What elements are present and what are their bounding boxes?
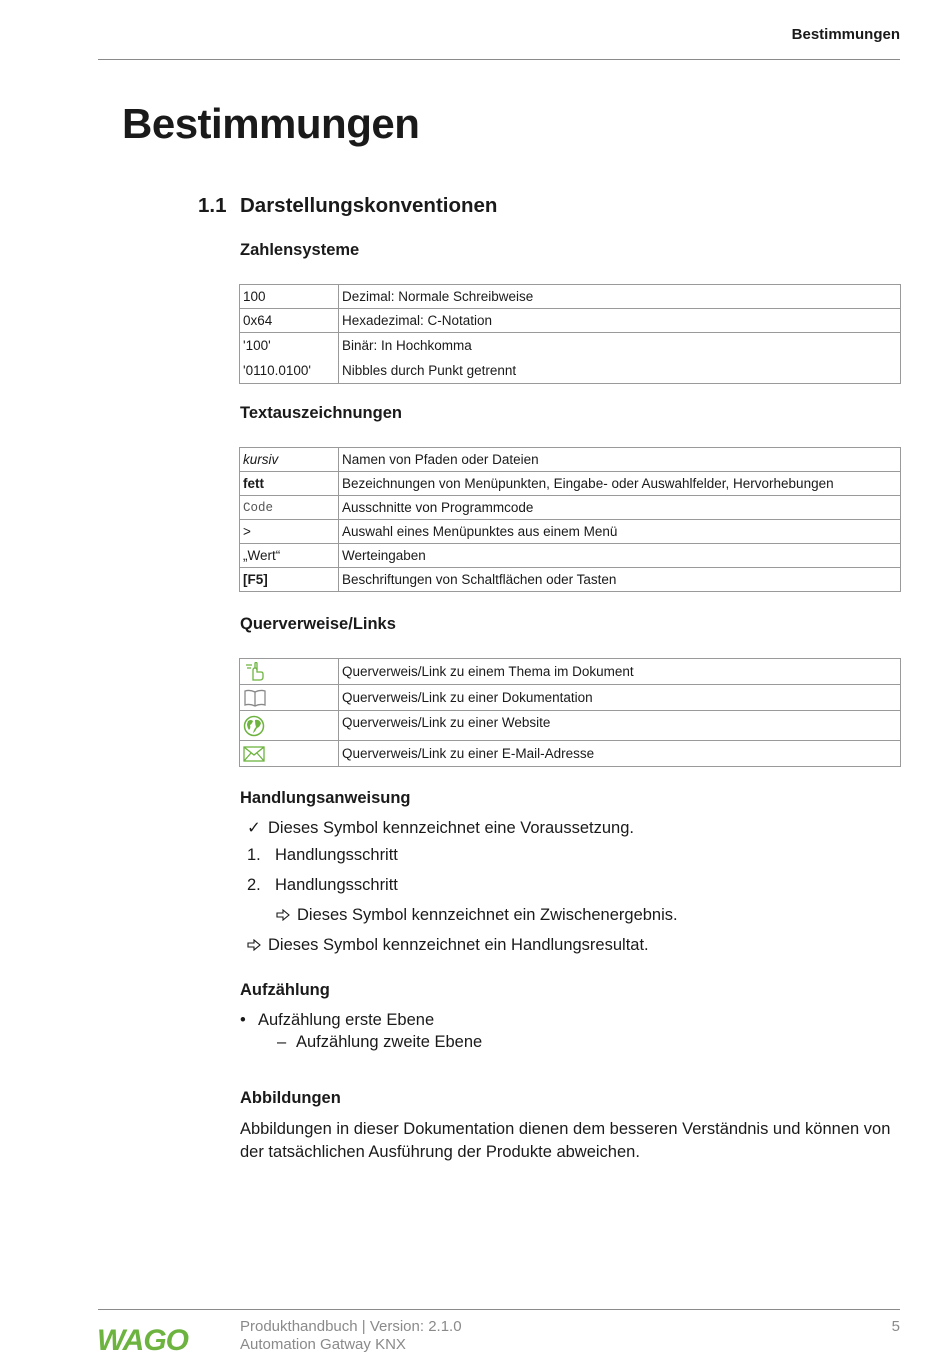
- running-header: Bestimmungen: [791, 26, 900, 43]
- table-cell-icon: [240, 711, 339, 741]
- heading-zahlensysteme: Zahlensysteme: [240, 241, 360, 259]
- checkmark-icon: ✓: [247, 819, 261, 837]
- header-divider: [98, 59, 900, 60]
- step-text: Handlungsschritt: [275, 876, 398, 894]
- table-cell-desc: Dezimal: Normale Schreibweise: [339, 285, 901, 309]
- text-markup-table: [239, 447, 901, 592]
- intermediate-result-text: Dieses Symbol kennzeichnet ein Zwischenergebnis.: [297, 906, 678, 924]
- table-cell-code: fett: [240, 472, 339, 496]
- table-row: [240, 711, 901, 741]
- table-cell-desc: Ausschnitte von Programmcode: [339, 496, 901, 520]
- hand-pointer-icon: [243, 662, 335, 682]
- step-line: [247, 846, 398, 865]
- table-row: [240, 472, 901, 496]
- precondition-line: [247, 818, 634, 838]
- result-arrow-icon: [276, 906, 297, 925]
- list-item-text: Aufzählung zweite Ebene: [296, 1033, 483, 1051]
- precondition-text: Dieses Symbol kennzeichnet eine Voraussetzung.: [268, 819, 634, 837]
- table-cell-code: 100: [240, 285, 339, 309]
- table-cell-code-line: '0110.0100': [243, 363, 311, 378]
- envelope-icon: [243, 746, 335, 762]
- bullet-icon: •: [240, 1011, 246, 1029]
- heading-handlungsanweisung: Handlungsanweisung: [240, 789, 411, 807]
- table-row: [240, 685, 901, 711]
- result-arrow-icon: [247, 936, 268, 955]
- list-item: [277, 1033, 482, 1052]
- cross-reference-table: [239, 658, 901, 767]
- table-row: [240, 285, 901, 309]
- number-systems-table: [239, 284, 901, 384]
- footer-line-2: Automation Gatway KNX: [240, 1336, 406, 1353]
- section-title: Darstellungskonventionen: [240, 194, 498, 217]
- action-result-text: Dieses Symbol kennzeichnet ein Handlungsresultat.: [268, 936, 649, 954]
- section-number: 1.1: [198, 194, 227, 217]
- wago-logo: [97, 1322, 195, 1360]
- table-cell-desc: Querverweis/Link zu einer E-Mail-Adresse: [339, 741, 901, 767]
- action-result-line: [247, 936, 649, 955]
- abbildungen-paragraph: Abbildungen in dieser Dokumentation dienen dem besseren Verständnis und können von der tatsächlichen Ausführung der Produkte abweichen.: [240, 1120, 891, 1161]
- heading-aufzaehlung: Aufzählung: [240, 981, 330, 999]
- globe-icon: [243, 715, 335, 737]
- dash-icon: –: [277, 1033, 287, 1051]
- table-row: [240, 544, 901, 568]
- table-cell-desc: [339, 333, 901, 384]
- page-title: Bestimmungen: [122, 100, 420, 147]
- table-cell-desc-line: Binär: In Hochkomma: [342, 338, 472, 353]
- table-cell-desc: Hexadezimal: C-Notation: [339, 309, 901, 333]
- table-cell-code: [240, 333, 339, 384]
- table-row: [240, 333, 901, 384]
- table-cell-desc: Auswahl eines Menüpunktes aus einem Menü: [339, 520, 901, 544]
- table-cell-desc: Querverweis/Link zu einem Thema im Dokument: [339, 659, 901, 685]
- table-cell-code: „Wert“: [240, 544, 339, 568]
- table-cell-desc: Querverweis/Link zu einer Dokumentation: [339, 685, 901, 711]
- book-icon: [243, 689, 335, 707]
- step-number: 1.: [247, 846, 261, 864]
- step-line: [247, 876, 398, 895]
- table-cell-code: Code: [240, 496, 339, 520]
- footer-text: [240, 1318, 462, 1354]
- table-cell-desc: Namen von Pfaden oder Dateien: [339, 448, 901, 472]
- table-row: [240, 520, 901, 544]
- heading-textauszeichnungen: Textauszeichnungen: [240, 404, 402, 422]
- heading-abbildungen: Abbildungen: [240, 1089, 341, 1107]
- table-cell-icon: [240, 659, 339, 685]
- footer-divider: [98, 1309, 900, 1310]
- step-number: 2.: [247, 876, 261, 894]
- table-row: [240, 309, 901, 333]
- table-cell-icon: [240, 685, 339, 711]
- step-text: Handlungsschritt: [275, 846, 398, 864]
- table-cell-desc-line: Nibbles durch Punkt getrennt: [342, 363, 517, 378]
- table-cell-desc: Querverweis/Link zu einer Website: [339, 711, 901, 741]
- table-cell-desc: Werteingaben: [339, 544, 901, 568]
- section-heading: [198, 194, 497, 218]
- list-item-text: Aufzählung erste Ebene: [258, 1011, 435, 1029]
- table-row: [240, 448, 901, 472]
- logo-text: WAGO: [97, 1324, 188, 1356]
- table-row: [240, 741, 901, 767]
- list-item: [240, 1011, 434, 1030]
- page-number: 5: [891, 1318, 900, 1335]
- table-cell-desc: Bezeichnungen von Menüpunkten, Eingabe- oder Auswahlfelder, Hervorhebungen: [339, 472, 901, 496]
- table-cell-desc: Beschriftungen von Schaltflächen oder Tasten: [339, 568, 901, 592]
- heading-querverweise: Querverweise/Links: [240, 615, 396, 633]
- table-cell-icon: [240, 741, 339, 767]
- table-row: [240, 659, 901, 685]
- intermediate-result-line: [276, 906, 678, 925]
- table-cell-code: [F5]: [240, 568, 339, 592]
- table-row: [240, 568, 901, 592]
- footer-line-1: Produkthandbuch | Version: 2.1.0: [240, 1318, 462, 1335]
- table-row: [240, 496, 901, 520]
- table-cell-code: >: [240, 520, 339, 544]
- table-cell-code: 0x64: [240, 309, 339, 333]
- table-cell-code: kursiv: [240, 448, 339, 472]
- table-cell-code-line: '100': [243, 338, 271, 353]
